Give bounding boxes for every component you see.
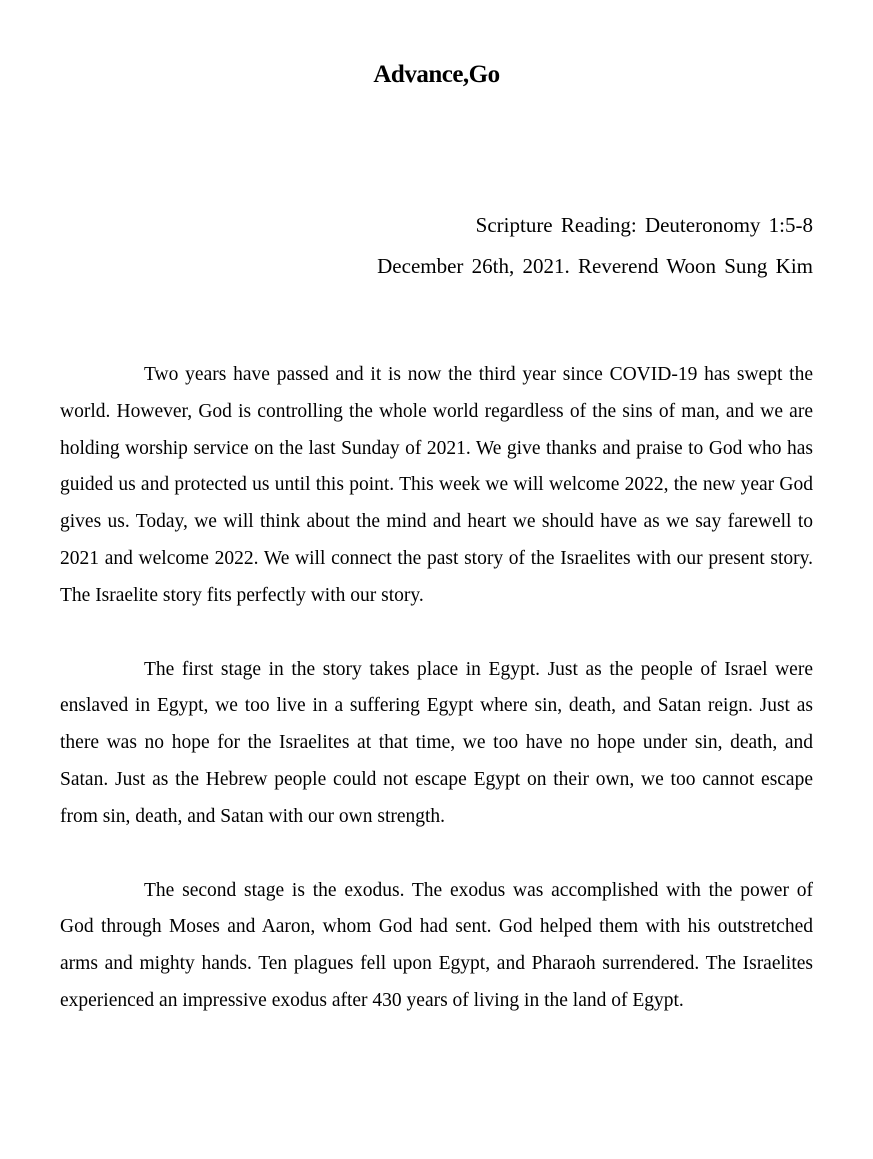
paragraph: Two years have passed and it is now the third year since COVID-19 has swept the world. However, God is controlling the whole world regardless of the sins of man, and we are holding worship service on the last Sunday of 2021. We give thanks and praise to God who has guided us and protected us until this point. This week we will welcome 2022, the new year God gives us. Today, we will think about the mind and heart we should have as we say farewell to 2021 and welcome 2022. We will connect the past story of the Israelites with our present story. The Israelite story fits perfectly with our story. [60, 364, 813, 606]
document-body [60, 357, 813, 1057]
paragraph: The second stage is the exodus. The exodus was accomplished with the power of God through Moses and Aaron, whom God had sent. God helped them with his outstretched arms and mighty hands. Ten plagues fell upon Egypt, and Pharaoh surrendered. The Israelites experienced an impressive exodus after 430 years of living in the land of Egypt. [60, 879, 813, 1011]
paragraph: The first stage in the story takes place in Egypt. Just as the people of Israel were enslaved in Egypt, we too live in a suffering Egypt where sin, death, and Satan reign. Just as there was no hope for the Israelites at that time, we too have no hope under sin, death, and Satan. Just as the Hebrew people could not escape Egypt on their own, we too cannot escape from sin, death, and Satan with our own strength. [60, 658, 813, 827]
document-title: Advance,Go [373, 61, 500, 88]
scripture-reading: Scripture Reading: Deuteronomy 1:5-8 [475, 213, 813, 237]
document-meta [113, 205, 813, 287]
date-author: December 26th, 2021. Reverend Woon Sung Kim [377, 254, 813, 278]
